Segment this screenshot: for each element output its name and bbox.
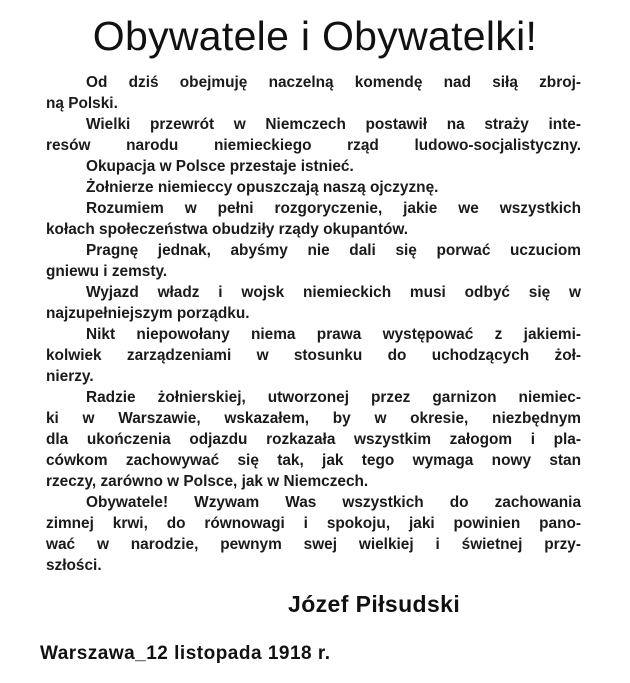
body-line: resów narodu niemieckiego rząd ludowo-socjalistyczny. xyxy=(46,137,581,154)
body-line: Obywatele! Wzywam Was wszystkich do zachowania xyxy=(86,494,581,511)
body-line: nierzy. xyxy=(46,368,94,385)
body-line: ki w Warszawie, wskazałem, by w okresie, niezbędnym xyxy=(46,410,581,427)
body-line: kolwiek zarządzeniami w stosunku do uchodzących żoł- xyxy=(46,347,581,364)
body-line: dla ukończenia odjazdu rozkazała wszystkim załogom i pla- xyxy=(46,431,581,448)
body-line: ną Polski. xyxy=(46,95,118,112)
body-line: wać w narodzie, pewnym swej wielkiej i świetnej przy- xyxy=(46,536,581,553)
body-line: Wyjazd władz i wojsk niemieckich musi odbyć się w xyxy=(86,284,581,301)
body-line: Pragnę jednak, abyśmy nie dali się porwać uczuciom xyxy=(86,242,581,259)
dateline: Warszawa_12 listopada 1918 r. xyxy=(40,643,331,664)
proclamation-body xyxy=(46,72,581,576)
signature: Józef Piłsudski xyxy=(288,591,461,617)
body-line: Radzie żołnierskiej, utworzonej przez garnizon niemiec- xyxy=(86,389,581,406)
body-line: Okupacja w Polsce przestaje istnieć. xyxy=(86,158,354,175)
body-line: Od dziś obejmuję naczelną komendę nad siłą zbroj- xyxy=(86,74,581,91)
body-line: cówkom zachowywać się tak, jak tego wymaga nowy stan xyxy=(46,452,581,469)
proclamation-title: Obywatele i Obywatelki! xyxy=(92,13,538,59)
body-line: Wielki przewrót w Niemczech postawił na straży inte- xyxy=(86,116,581,133)
body-line: Nikt niepowołany niema prawa występować z jakiemi- xyxy=(86,326,581,343)
body-line: gniewu i zemsty. xyxy=(46,263,168,280)
body-line: zimnej krwi, do równowagi i spokoju, jaki powinien pano- xyxy=(46,515,581,532)
body-line: kołach społeczeństwa obudziły rządy okupantów. xyxy=(46,221,409,238)
body-line: Żołnierze niemieccy opuszczają naszą ojczyznę. xyxy=(86,179,439,196)
body-line: najzupełniejszym porządku. xyxy=(46,305,250,322)
body-line: rzeczy, zarówno w Polsce, jak w Niemczech. xyxy=(46,473,369,490)
body-line: Rozumiem w pełni rozgoryczenie, jakie we wszystkich xyxy=(86,200,581,217)
body-line: szłości. xyxy=(46,557,102,574)
